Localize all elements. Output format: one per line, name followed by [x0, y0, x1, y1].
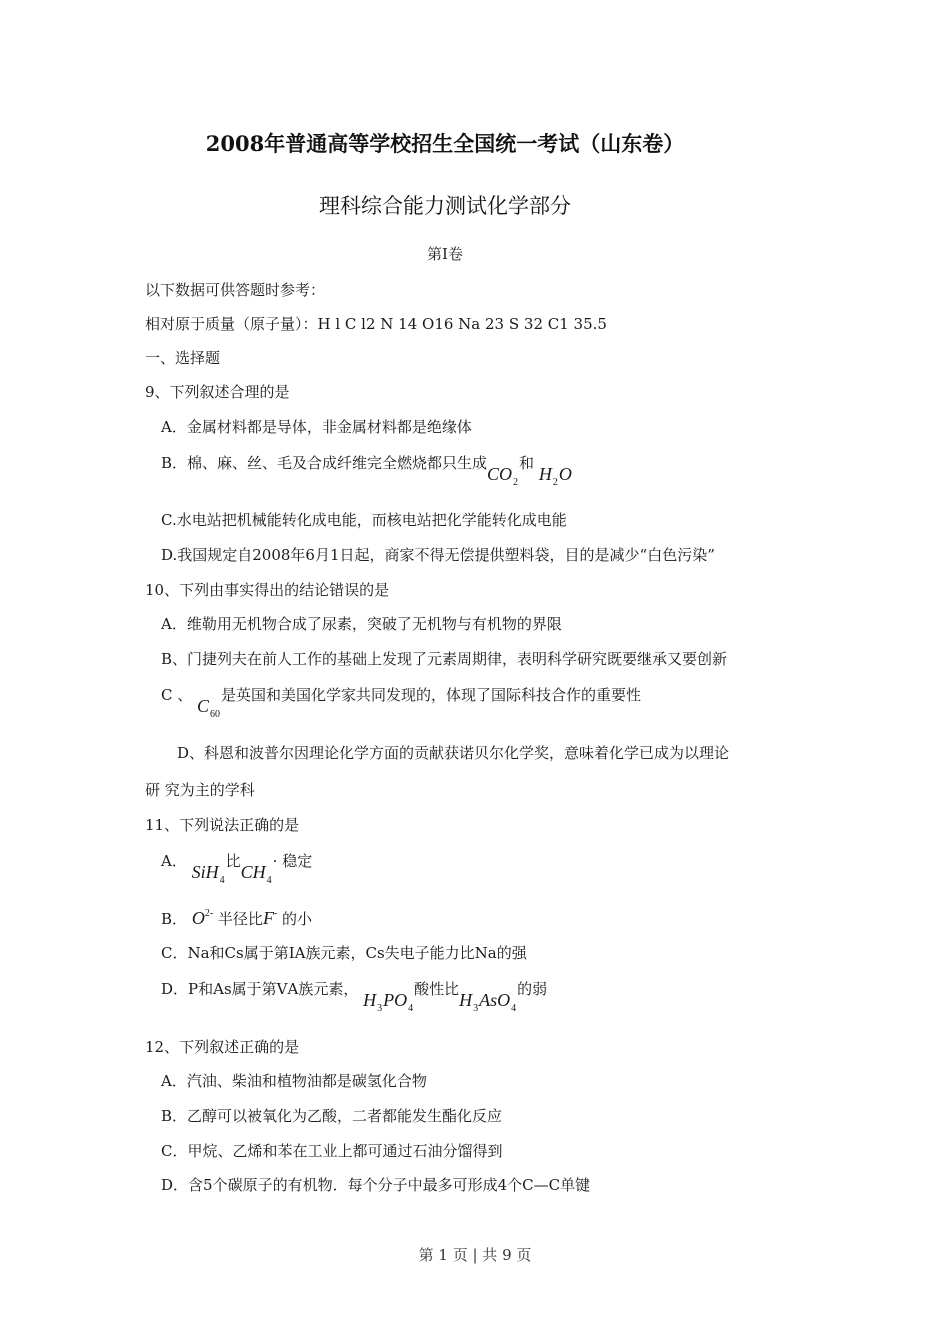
- question-9-option-d: D.我国规定自2008年6月1日起，商家不得无偿提供塑料袋，目的是减少“白色污染”: [161, 546, 715, 564]
- formula-base: SiH: [191, 862, 219, 882]
- formula-c60: [197, 696, 221, 720]
- question-9-option-b: [161, 452, 572, 488]
- formula-subscript: 3: [377, 1003, 383, 1014]
- question-12-option-d: D．含5个碳原子的有机物．每个分子中最多可形成4个C—C单键: [161, 1176, 591, 1194]
- question-11-option-a: [161, 850, 313, 886]
- question-11-stem: 11、下列说法正确的是: [145, 816, 300, 834]
- option-label: B．: [161, 910, 188, 928]
- exam-subtitle: 理科综合能力测试化学部分: [319, 194, 571, 218]
- formula-subscript: 3: [473, 1003, 479, 1014]
- formula-subscript: 4: [266, 875, 272, 886]
- formula-h3po4: [363, 990, 414, 1014]
- question-10-stem: 10、下列由事实得出的结论错误的是: [145, 581, 390, 599]
- formula-o2-ion: [192, 908, 213, 928]
- formula-h3aso4: [459, 990, 517, 1014]
- option-text: 是英国和美国化学家共同发现的，体现了国际科技合作的重要性: [221, 686, 642, 704]
- option-text: 的弱: [517, 980, 548, 998]
- formula-subscript: 4: [511, 1003, 517, 1014]
- question-9-stem: 9、下列叙述合理的是: [145, 383, 290, 401]
- formula-subscript: 4: [408, 1003, 414, 1014]
- exam-title: 2008年普通高等学校招生全国统一考试（山东卷）: [205, 131, 685, 156]
- connector-text: 和: [519, 454, 535, 472]
- connector-text: 比: [225, 852, 241, 870]
- formula-superscript: 2-: [204, 908, 214, 919]
- formula-superscript: -: [273, 908, 278, 919]
- formula-subscript: 60: [210, 709, 221, 720]
- connector-text: 半径比: [213, 910, 263, 928]
- option-text: D．P和As属于第ⅤA族元素，: [161, 980, 359, 998]
- question-10-option-c: [161, 684, 642, 720]
- question-12-option-a: A．汽油、柴油和植物油都是碳氢化合物: [161, 1072, 427, 1090]
- formula-sih4: [191, 862, 226, 886]
- formula-ch4: [240, 862, 273, 886]
- formula-subscript: 2: [513, 477, 519, 488]
- question-12-option-b: B．乙醇可以被氧化为乙酸，二者都能发生酯化反应: [161, 1107, 503, 1125]
- question-11-option-b: [161, 908, 312, 932]
- formula-base: O: [558, 464, 572, 484]
- formula-base: CO: [487, 464, 513, 484]
- volume-label: 第Ⅰ卷: [427, 245, 463, 263]
- formula-base: C: [197, 696, 210, 716]
- section-heading: 一、选择题: [145, 349, 221, 367]
- formula-base: F: [262, 908, 274, 928]
- option-text: B．棉、麻、丝、毛及合成纤维完全燃烧都只生成: [161, 454, 488, 472]
- formula-subscript: 2: [552, 477, 558, 488]
- question-11-option-d: [161, 978, 548, 1014]
- formula-base: H: [459, 990, 473, 1010]
- formula-base: PO: [383, 990, 408, 1010]
- formula-base: AsO: [479, 990, 511, 1010]
- formula-base: O: [191, 908, 205, 928]
- formula-base: H: [538, 464, 552, 484]
- question-12-option-c: C．甲烷、乙烯和苯在工业上都可通过石油分馏得到: [161, 1142, 503, 1160]
- question-12-stem: 12、下列叙述正确的是: [145, 1038, 300, 1056]
- question-10-option-a: A．维勒用无机物合成了尿素，突破了无机物与有机物的界限: [161, 615, 562, 633]
- question-9-option-a: A．金属材料都是导体，非金属材料都是绝缘体: [161, 418, 472, 436]
- question-10-option-b: B、门捷列夫在前人工作的基础上发现了元素周期律，表明科学研究既要继承又要创新: [161, 650, 728, 668]
- atomic-masses: 相对原于质量（原子量）：H l C l2 N 14 O16 Na 23 S 32 C1 35.5: [145, 315, 607, 333]
- formula-subscript: 4: [219, 875, 225, 886]
- page-footer: 第 1 页 | 共 9 页: [418, 1246, 532, 1264]
- option-label: A．: [161, 852, 187, 870]
- formula-co2: [487, 464, 519, 488]
- option-label: C 、: [161, 686, 193, 704]
- formula-h2o: [538, 464, 572, 488]
- question-10-option-d-continued: 研 究为主的学科: [145, 781, 255, 799]
- reference-note: 以下数据可供答题时参考：: [145, 281, 326, 299]
- option-text: 的小: [277, 910, 313, 928]
- question-11-option-c: C．Na和Cs属于第ⅠA族元素，Cs失电子能力比Na的强: [161, 944, 527, 962]
- question-10-option-d: D、科恩和波普尔因理论化学方面的贡献获诺贝尔化学奖，意味着化学已成为以理论: [177, 744, 730, 762]
- question-9-option-c: C.水电站把机械能转化成电能，而核电站把化学能转化成电能: [161, 511, 567, 529]
- formula-base: H: [363, 990, 377, 1010]
- formula-base: CH: [240, 862, 266, 882]
- formula-f-ion: [263, 908, 277, 928]
- connector-text: 酸性比: [414, 980, 460, 998]
- option-text: · 稳定: [272, 852, 313, 870]
